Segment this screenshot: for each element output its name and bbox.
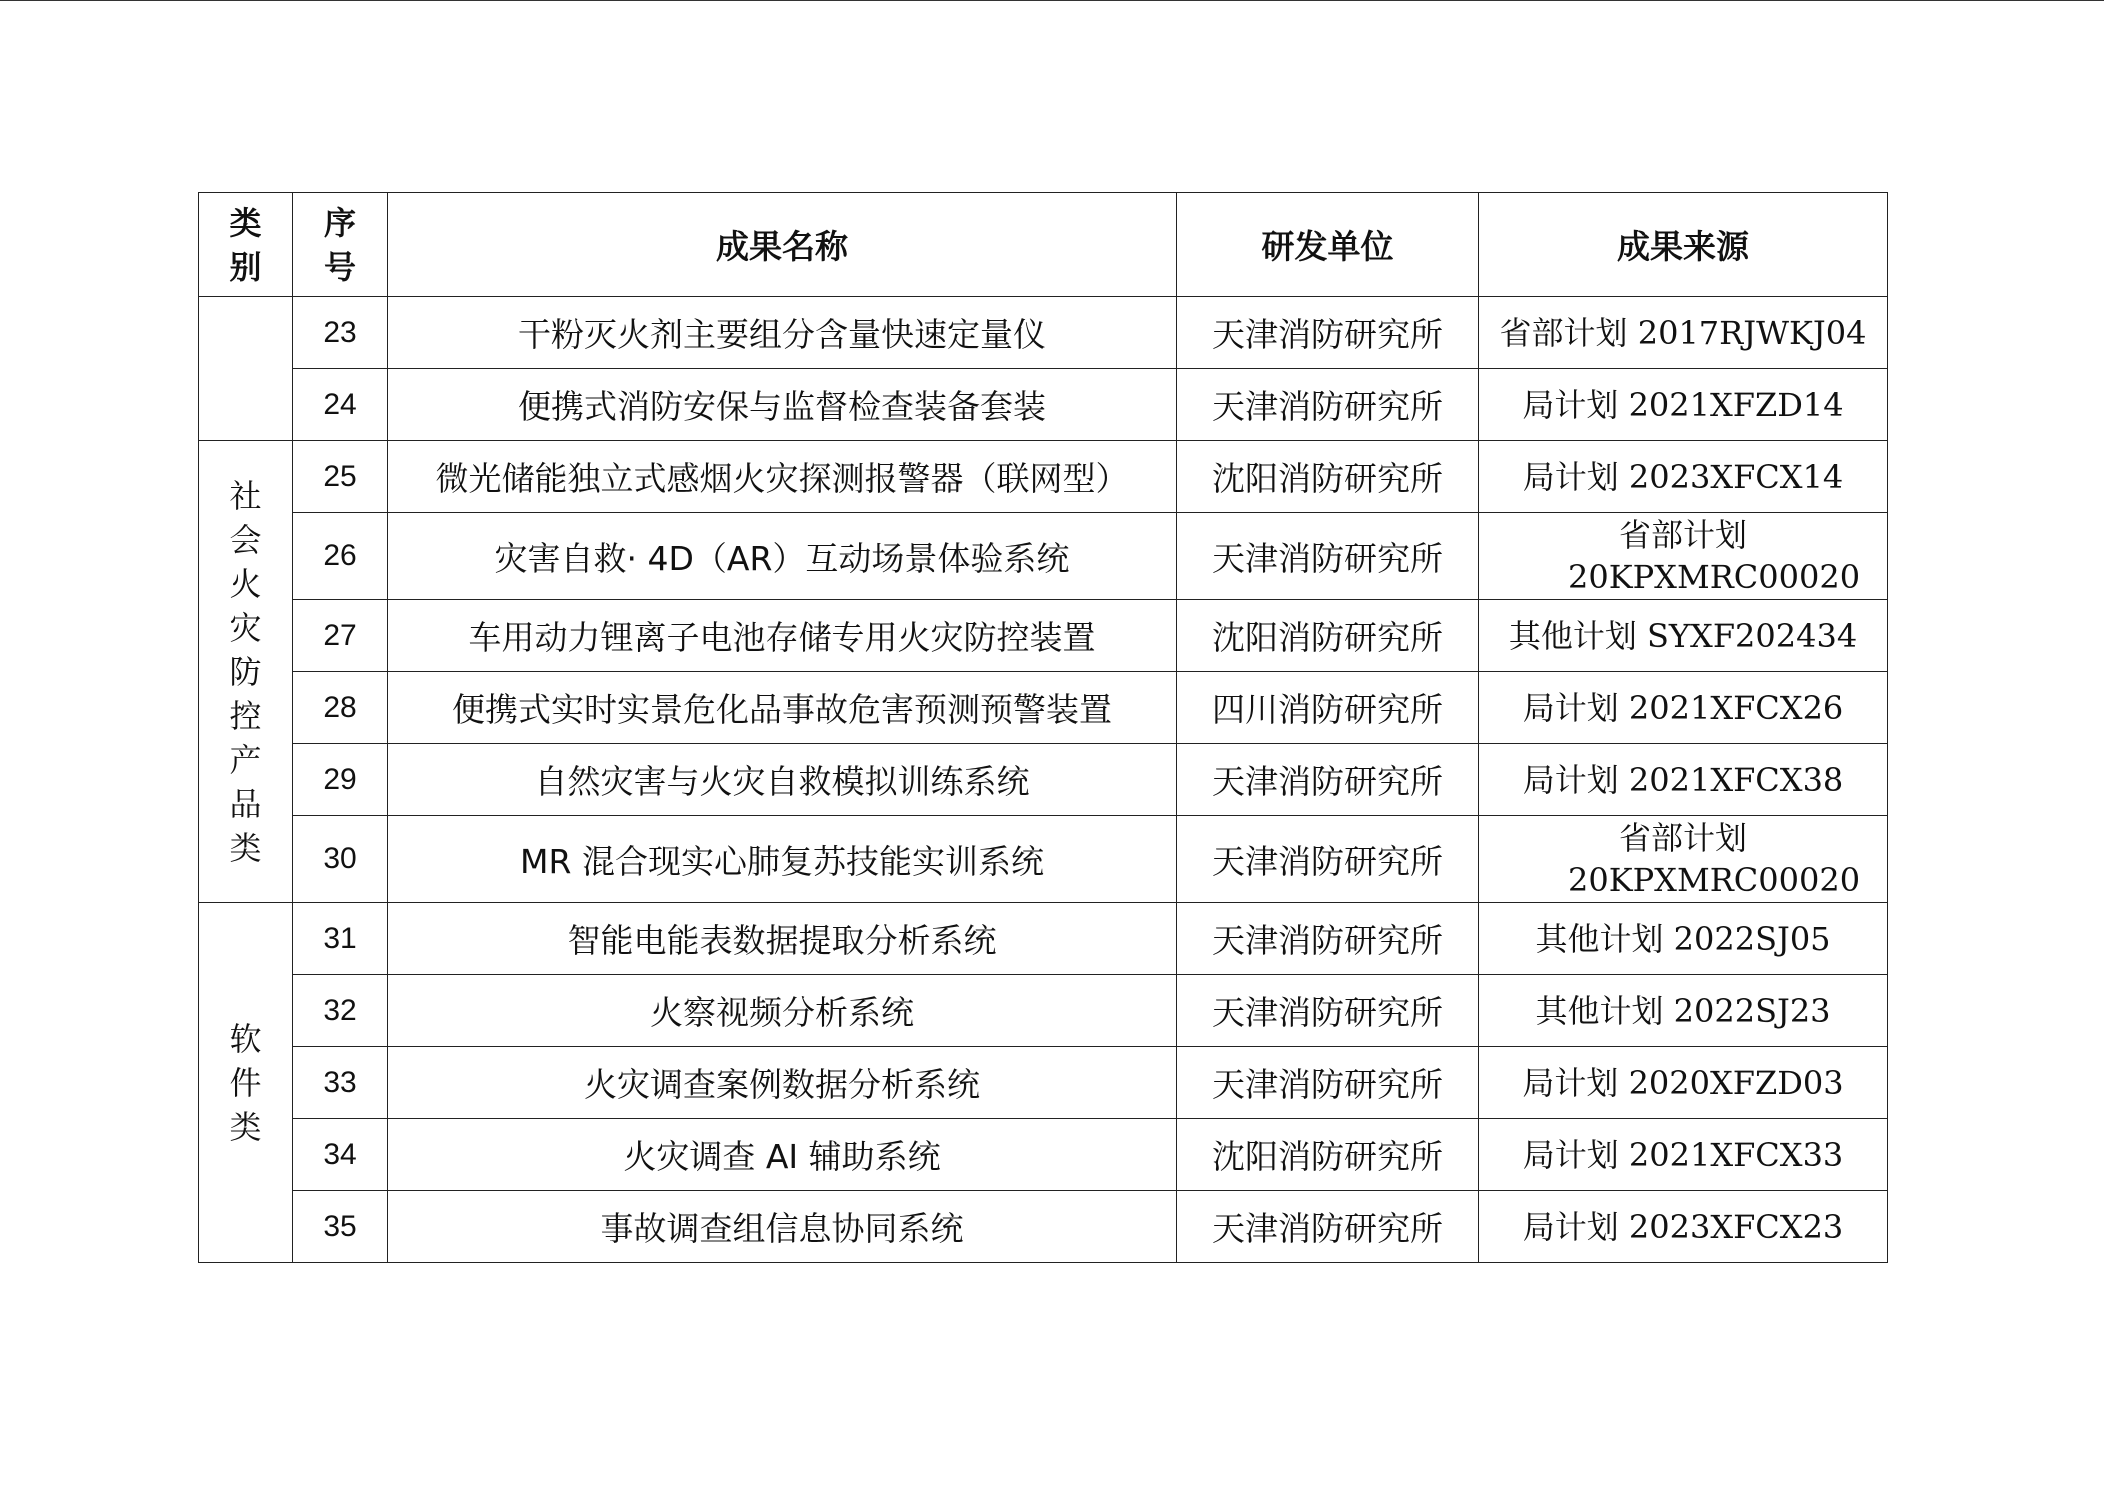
row-number: 32 (293, 975, 388, 1047)
row-name: 火灾调查案例数据分析系统 (388, 1047, 1177, 1119)
table-header-row (199, 193, 1888, 297)
row-unit: 天津消防研究所 (1177, 975, 1479, 1047)
row-source: 局计划 2021XFZD14 (1479, 369, 1888, 441)
row-source: 其他计划 2022SJ05 (1479, 903, 1888, 975)
category-cell-software: 软件类 (199, 903, 293, 1263)
header-unit: 研发单位 (1177, 193, 1479, 297)
row-source: 省部计划 20KPXMRC00020 (1479, 513, 1888, 600)
row-number: 35 (293, 1191, 388, 1263)
row-name: 便携式消防安保与监督检查装备套装 (388, 369, 1177, 441)
row-number: 34 (293, 1119, 388, 1191)
row-source: 局计划 2023XFCX23 (1479, 1191, 1888, 1263)
row-unit: 沈阳消防研究所 (1177, 600, 1479, 672)
achievements-table (198, 192, 1888, 1263)
row-number: 27 (293, 600, 388, 672)
row-source: 其他计划 2022SJ23 (1479, 975, 1888, 1047)
row-unit: 天津消防研究所 (1177, 369, 1479, 441)
row-unit: 天津消防研究所 (1177, 513, 1479, 600)
row-name: 微光储能独立式感烟火灾探测报警器（联网型） (388, 441, 1177, 513)
row-source: 省部计划 20KPXMRC00020 (1479, 816, 1888, 903)
row-number: 25 (293, 441, 388, 513)
row-number: 30 (293, 816, 388, 903)
row-name: 便携式实时实景危化品事故危害预测预警装置 (388, 672, 1177, 744)
table-row (199, 369, 1888, 441)
row-name: 火灾调查 AI 辅助系统 (388, 1119, 1177, 1191)
header-number: 序号 (293, 193, 388, 297)
page-top-border (0, 0, 2104, 1)
row-number: 24 (293, 369, 388, 441)
row-unit: 四川消防研究所 (1177, 672, 1479, 744)
table-row (199, 1047, 1888, 1119)
row-unit: 天津消防研究所 (1177, 744, 1479, 816)
row-number: 33 (293, 1047, 388, 1119)
table-row (199, 1191, 1888, 1263)
row-unit: 天津消防研究所 (1177, 297, 1479, 369)
row-unit: 沈阳消防研究所 (1177, 441, 1479, 513)
table-row (199, 297, 1888, 369)
row-name: 智能电能表数据提取分析系统 (388, 903, 1177, 975)
row-name: MR 混合现实心肺复苏技能实训系统 (388, 816, 1177, 903)
header-name: 成果名称 (388, 193, 1177, 297)
table-row (199, 1119, 1888, 1191)
row-unit: 天津消防研究所 (1177, 903, 1479, 975)
table-row (199, 441, 1888, 513)
table-row (199, 600, 1888, 672)
row-unit: 天津消防研究所 (1177, 816, 1479, 903)
row-name: 事故调查组信息协同系统 (388, 1191, 1177, 1263)
row-unit: 天津消防研究所 (1177, 1191, 1479, 1263)
table-row (199, 975, 1888, 1047)
row-unit: 天津消防研究所 (1177, 1047, 1479, 1119)
row-number: 28 (293, 672, 388, 744)
row-name: 火察视频分析系统 (388, 975, 1177, 1047)
row-name: 干粉灭火剂主要组分含量快速定量仪 (388, 297, 1177, 369)
header-category: 类别 (199, 193, 293, 297)
row-source: 局计划 2021XFCX26 (1479, 672, 1888, 744)
header-source: 成果来源 (1479, 193, 1888, 297)
row-source: 局计划 2021XFCX33 (1479, 1119, 1888, 1191)
table-row (199, 744, 1888, 816)
row-number: 26 (293, 513, 388, 600)
table-row (199, 903, 1888, 975)
row-name: 车用动力锂离子电池存储专用火灾防控装置 (388, 600, 1177, 672)
row-number: 29 (293, 744, 388, 816)
row-unit: 沈阳消防研究所 (1177, 1119, 1479, 1191)
row-name: 灾害自救· 4D（AR）互动场景体验系统 (388, 513, 1177, 600)
row-source: 其他计划 SYXF202434 (1479, 600, 1888, 672)
table-row (199, 672, 1888, 744)
table-row (199, 816, 1888, 903)
row-source: 省部计划 2017RJWKJ04 (1479, 297, 1888, 369)
row-source: 局计划 2020XFZD03 (1479, 1047, 1888, 1119)
category-cell-empty (199, 297, 293, 441)
table-row (199, 513, 1888, 600)
category-cell-social: 社会火灾防控产品类 (199, 441, 293, 903)
row-name: 自然灾害与火灾自救模拟训练系统 (388, 744, 1177, 816)
row-number: 23 (293, 297, 388, 369)
row-source: 局计划 2023XFCX14 (1479, 441, 1888, 513)
row-number: 31 (293, 903, 388, 975)
row-source: 局计划 2021XFCX38 (1479, 744, 1888, 816)
